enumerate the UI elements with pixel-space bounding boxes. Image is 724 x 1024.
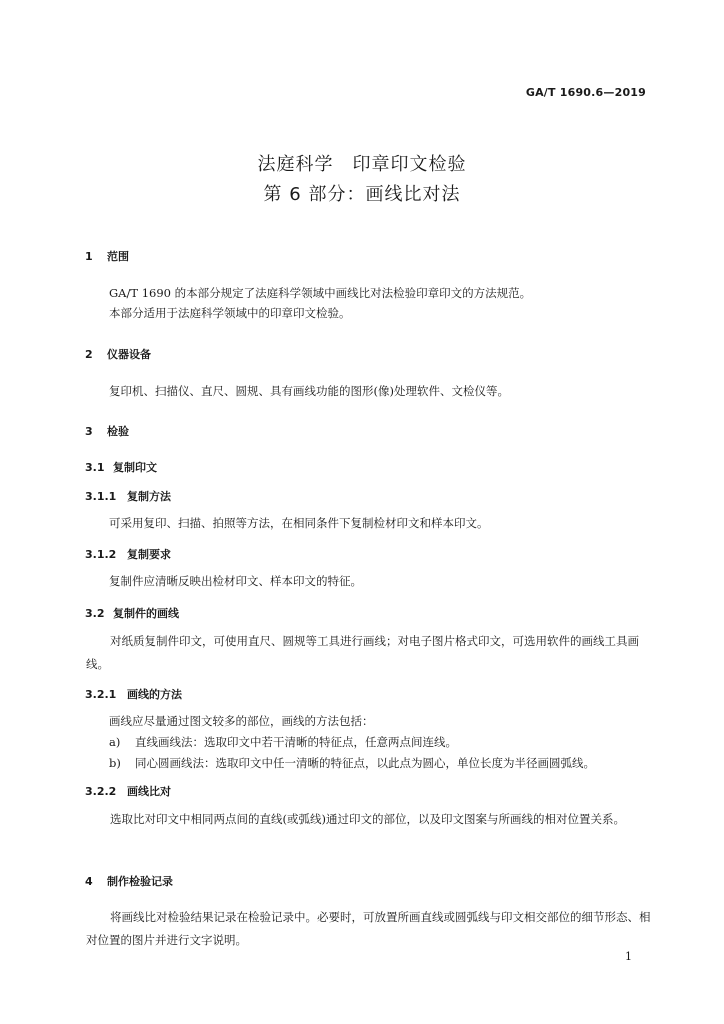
section-title: 制作检验记录 — [107, 875, 173, 888]
section-title: 复制要求 — [127, 548, 171, 561]
page-number: 1 — [625, 950, 632, 963]
section-1-paragraph-1: GA/T 1690 的本部分规定了法庭科学领域中画线比对法检验印章印文的方法规范。 — [109, 286, 532, 300]
section-number: 3.1.1 — [85, 490, 117, 503]
section-number: 3 — [85, 425, 93, 438]
section-3-heading — [85, 423, 129, 439]
section-4-paragraph: 将画线比对检验结果记录在检验记录中。必要时，可放置所画直线或圆弧线与印文相交部位的细节形态、相对位置的图片并进行文字说明。 — [86, 910, 651, 947]
section-title: 复制印文 — [113, 461, 157, 474]
section-2-paragraph-1: 复印机、扫描仪、直尺、圆规、具有画线功能的图形(像)处理软件、文检仪等。 — [109, 384, 509, 398]
list-text: 直线画线法：选取印文中若干清晰的特征点，任意两点间连线。 — [135, 735, 457, 749]
document-title-line1: 法庭科学 印章印文检验 — [257, 154, 467, 175]
section-title: 复制件的画线 — [113, 607, 179, 620]
section-title: 画线的方法 — [127, 688, 182, 701]
section-number: 3.2.1 — [85, 688, 117, 701]
section-3-1-1-heading — [85, 488, 171, 504]
section-number: 1 — [85, 250, 93, 263]
section-3-1-heading — [85, 459, 157, 475]
list-marker: a) — [109, 735, 121, 749]
list-item-b — [109, 752, 654, 775]
section-title: 仪器设备 — [107, 348, 151, 361]
section-title: 复制方法 — [127, 490, 171, 503]
list-text: 同心圆画线法：选取印文中任一清晰的特征点，以此点为圆心，单位长度为半径画圆弧线。 — [135, 756, 595, 770]
section-3-2-heading — [85, 605, 179, 621]
section-number: 3.2 — [85, 607, 105, 620]
section-number: 3.2.2 — [85, 785, 117, 798]
section-number: 4 — [85, 875, 93, 888]
section-3-2-2-heading — [85, 783, 171, 799]
section-number: 2 — [85, 348, 93, 361]
list-marker: b) — [109, 756, 121, 770]
standard-code: GA/T 1690.6—2019 — [525, 86, 646, 99]
section-3-2-2-paragraph: 选取比对印文中相同两点间的直线(或弧线)通过印文的部位，以及印文图案与所画线的相对位置关系。 — [110, 812, 625, 826]
section-3-2-paragraph: 对纸质复制件印文，可使用直尺、圆规等工具进行画线；对电子图片格式印文，可选用软件的画线工具画线。 — [86, 634, 639, 671]
section-2-heading — [85, 346, 151, 362]
section-title: 范围 — [107, 250, 129, 263]
section-1-paragraph-2: 本部分适用于法庭科学领域中的印章印文检验。 — [109, 306, 351, 320]
section-title: 画线比对 — [127, 785, 171, 798]
document-title-line2: 第 6 部分：画线比对法 — [263, 184, 461, 205]
section-3-1-1-paragraph: 可采用复印、扫描、拍照等方法，在相同条件下复制检材印文和样本印文。 — [109, 516, 489, 530]
section-4-heading — [85, 873, 173, 889]
section-3-1-2-paragraph: 复制件应清晰反映出检材印文、样本印文的特征。 — [109, 574, 362, 588]
section-1-heading — [85, 248, 129, 264]
section-title: 检验 — [107, 425, 129, 438]
section-3-2-1-paragraph: 画线应尽量通过图文较多的部位，画线的方法包括： — [109, 714, 374, 728]
section-3-1-2-heading — [85, 546, 171, 562]
section-number: 3.1.2 — [85, 548, 117, 561]
section-number: 3.1 — [85, 461, 105, 474]
section-3-2-1-heading — [85, 686, 182, 702]
list-item-a — [109, 731, 654, 754]
